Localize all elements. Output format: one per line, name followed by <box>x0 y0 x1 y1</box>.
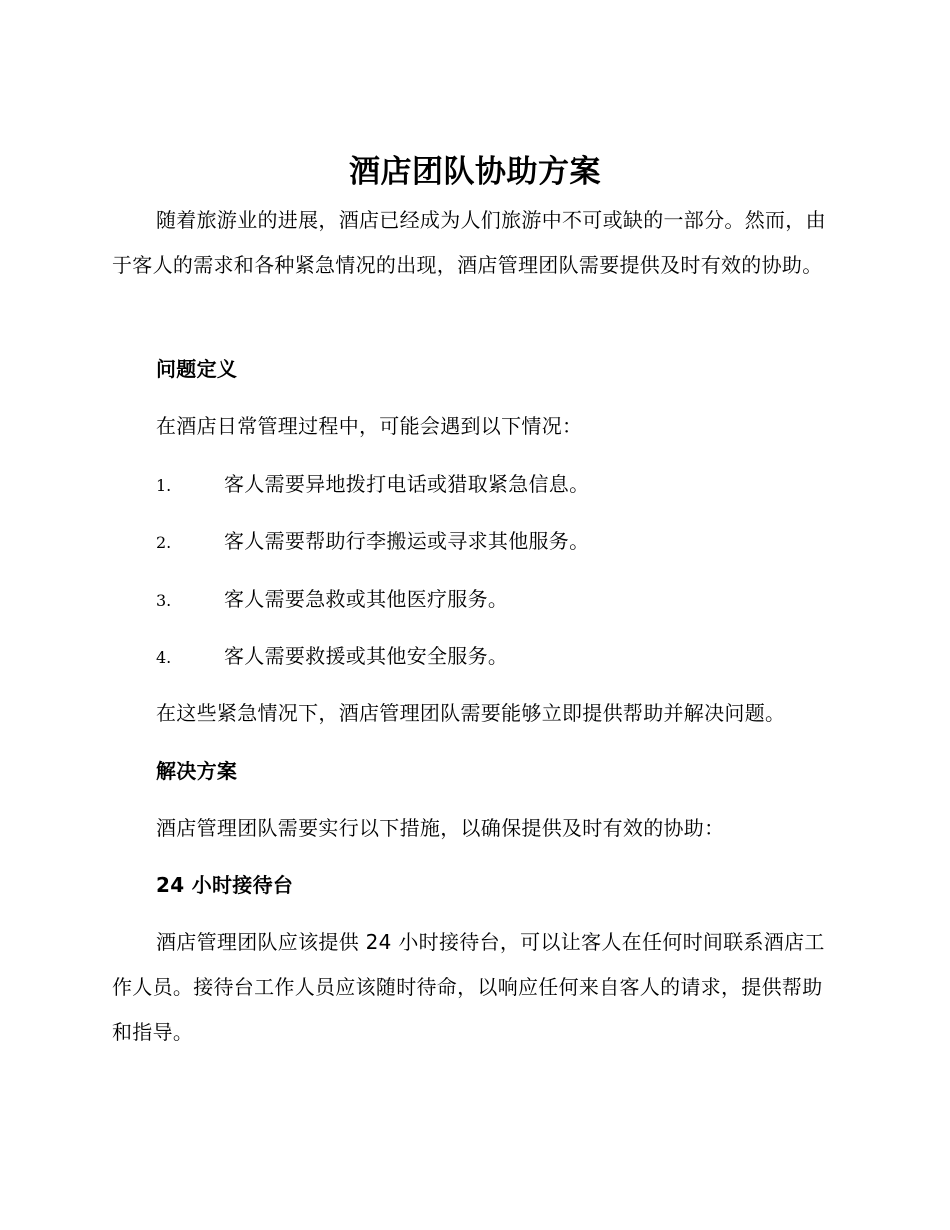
list-item-text: 客人需要帮助行李搬运或寻求其他服务。 <box>224 529 590 553</box>
list-item-number: 2. <box>156 533 172 552</box>
problem-conclusion-text: 在这些紧急情况下，酒店管理团队需要能够立即提供帮助并解决问题。 <box>156 701 786 725</box>
section-heading-24h-reception: 24 小时接待台 <box>156 873 294 897</box>
reception-paragraph: 酒店管理团队应该提供 24 小时接待台，可以让客人在任何时间联系酒店工作人员。接待台工作人员应该随时待命，以响应任何来自客人的请求，提供帮助和指导。 <box>112 930 825 1044</box>
section-heading-problem-definition: 问题定义 <box>156 357 238 381</box>
list-item-number: 1. <box>156 476 172 495</box>
list-item-text: 客人需要救援或其他安全服务。 <box>224 644 509 668</box>
list-item-text: 客人需要异地拨打电话或猎取紧急信息。 <box>224 472 590 496</box>
list-item-text: 客人需要急救或其他医疗服务。 <box>224 587 509 611</box>
problem-lead-text: 在酒店日常管理过程中，可能会遇到以下情况： <box>156 414 583 438</box>
list-item <box>156 526 856 556</box>
list-item <box>156 584 856 614</box>
document-title: 酒店团队协助方案 <box>349 154 601 190</box>
list-item-number: 3. <box>156 591 172 610</box>
section-heading-solution: 解决方案 <box>156 759 238 783</box>
intro-paragraph: 随着旅游业的进展，酒店已经成为人们旅游中不可或缺的一部分。然而，由于客人的需求和各种紧急情况的出现，酒店管理团队需要提供及时有效的协助。 <box>112 208 826 277</box>
solution-lead-text: 酒店管理团队需要实行以下措施，以确保提供及时有效的协助： <box>156 816 725 840</box>
list-item <box>156 469 856 499</box>
list-item <box>156 641 856 671</box>
list-item-number: 4. <box>156 648 172 667</box>
